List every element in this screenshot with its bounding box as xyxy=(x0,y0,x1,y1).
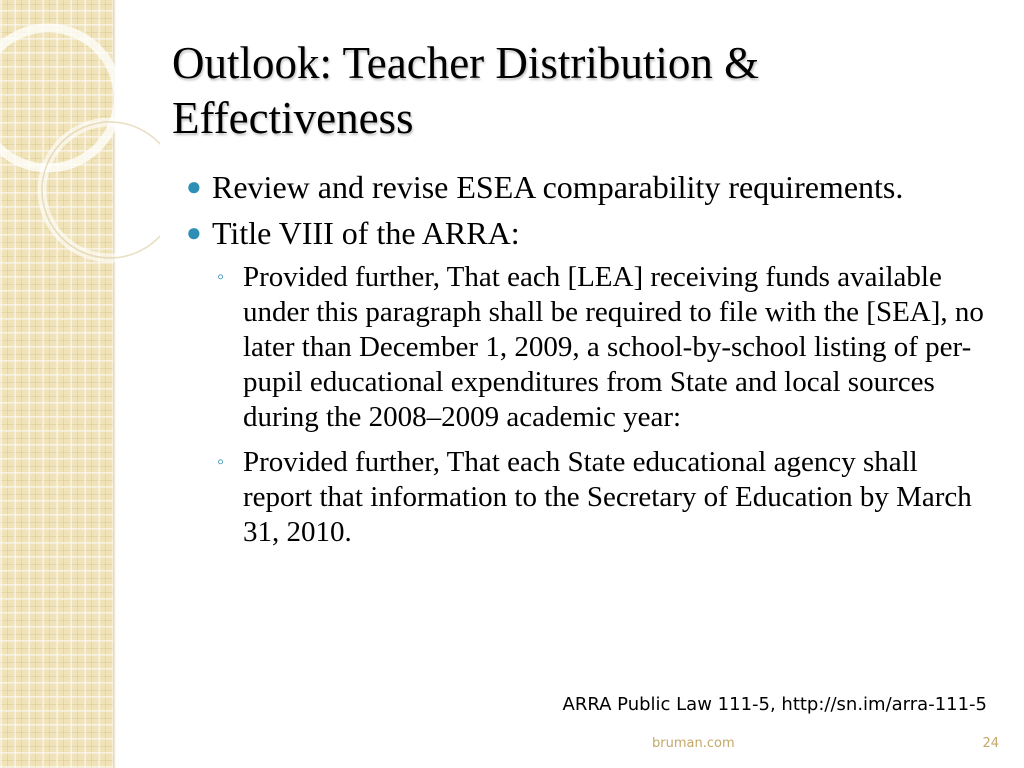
sub-bullet-text: Provided further, That each State educational agency shall report that information to the Secretary of Education by March 31, 2010. xyxy=(243,446,972,548)
footer-source: bruman.com xyxy=(652,736,735,751)
page-number: 24 xyxy=(982,736,999,751)
slide-content xyxy=(186,168,986,560)
bullet-ring-icon: ◦ xyxy=(217,266,225,288)
decorative-rings xyxy=(0,0,160,330)
bullet-dot-icon: ● xyxy=(186,218,202,247)
sub-bullet-item xyxy=(217,445,986,550)
bullet-text: Title VIII of the ARRA: xyxy=(212,215,520,251)
bullet-dot-icon: ● xyxy=(186,172,202,201)
bullet-text: Review and revise ESEA comparability requirements. xyxy=(212,169,904,205)
sub-bullet-item xyxy=(217,260,986,435)
sub-bullet-text: Provided further, That each [LEA] receiving funds available under this paragraph shall be required to file with the [SEA], no later than December 1, 2009, a school-by-school listing of per-pupil educational expenditures from State and local sources during the 2008–2009 academic year: xyxy=(243,261,984,433)
citation-text: ARRA Public Law 111-5, http://sn.im/arra-111-5 xyxy=(562,694,987,715)
bullet-ring-icon: ◦ xyxy=(217,451,225,473)
slide-title: Outlook: Teacher Distribution & Effectiveness xyxy=(172,38,760,143)
bullet-item xyxy=(186,168,986,206)
bullet-item xyxy=(186,214,986,252)
